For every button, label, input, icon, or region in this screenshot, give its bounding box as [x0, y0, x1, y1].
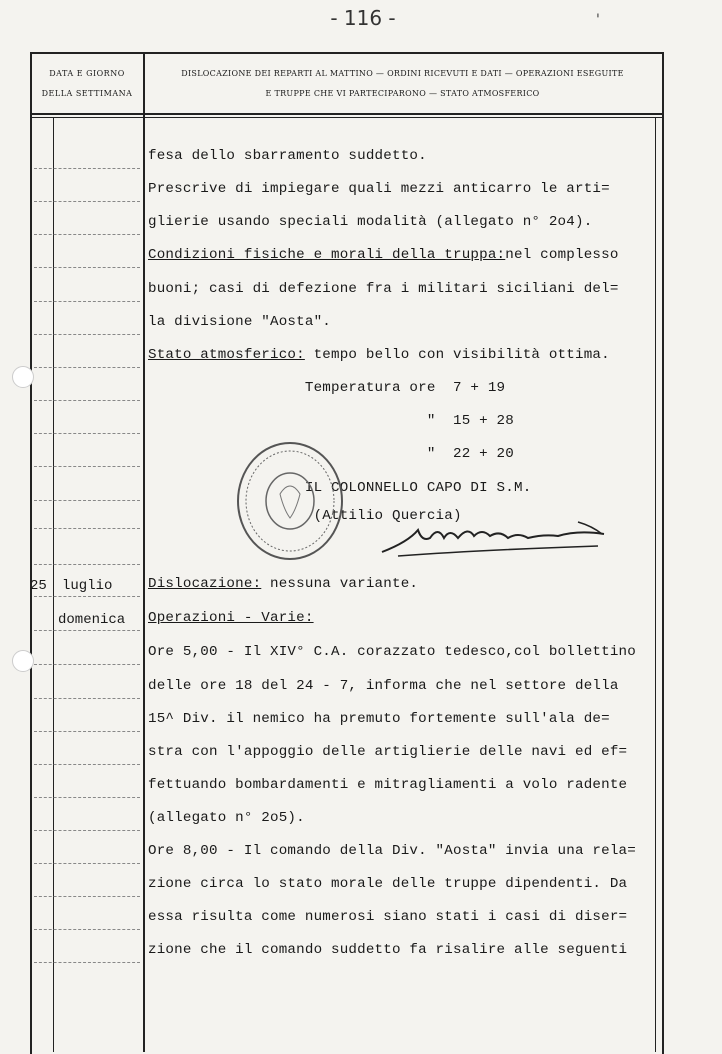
entry-line	[148, 281, 619, 297]
entry-line	[148, 876, 627, 892]
line-text: zione che il comando suddetto fa risalire alle seguenti	[148, 942, 628, 958]
line-text: 15^ Div. il nemico ha premuto fortemente sull'ala de=	[148, 711, 610, 727]
entry-line	[148, 744, 627, 760]
entry-line	[148, 777, 627, 793]
line-text: delle ore 18 del 24 - 7, informa che nel settore della	[148, 678, 619, 694]
guide-line	[34, 234, 140, 235]
guide-line	[34, 201, 140, 202]
guide-line	[34, 596, 140, 597]
guide-line	[34, 433, 140, 434]
binder-hole-bottom	[12, 650, 34, 672]
binder-hole-top	[12, 366, 34, 388]
guide-line	[34, 564, 140, 565]
right-margin-line	[655, 118, 656, 1052]
line-text: glierie usando speciali modalità (allegato n° 2o4).	[148, 214, 593, 230]
entry-line	[148, 148, 427, 164]
date-header-line2: DELLA SETTIMANA	[41, 89, 133, 98]
date-day: 25	[30, 578, 47, 594]
content-column-header	[150, 64, 655, 104]
section-heading: Stato atmosferico:	[148, 347, 305, 363]
content-header-line2: E TRUPPE CHE VI PARTECIPARONO — STATO ATMOSFERICO	[265, 89, 540, 98]
line-text: fesa dello sbarramento suddetto.	[148, 148, 427, 164]
entry-line	[148, 644, 636, 660]
date-column-header	[32, 64, 142, 104]
entry-line	[148, 576, 418, 592]
guide-line	[34, 896, 140, 897]
line-text: (allegato n° 2o5).	[148, 810, 305, 826]
entry-line	[148, 843, 636, 859]
guide-line	[34, 168, 140, 169]
guide-line	[34, 929, 140, 930]
guide-line	[34, 630, 140, 631]
line-text: essa risulta come numerosi siano stati i casi di diser=	[148, 909, 628, 925]
entry-line	[148, 380, 505, 396]
corner-mark: '	[596, 12, 600, 28]
entry-line	[148, 942, 627, 958]
entry-line	[148, 347, 610, 363]
line-text: nel complesso	[505, 247, 619, 263]
guide-line	[34, 830, 140, 831]
entry-line	[148, 181, 610, 197]
line-text: Temperatura ore 7 + 19	[148, 380, 506, 396]
guide-line	[34, 334, 140, 335]
line-text: " 15 + 28	[148, 413, 514, 429]
line-text: stra con l'appoggio delle artiglierie delle navi ed ef=	[148, 744, 628, 760]
content-header-line1: DISLOCAZIONE DEI REPARTI AL MATTINO — ORDINI RICEVUTI E DATI — OPERAZIONI ESEGUITE	[181, 69, 624, 78]
guide-line	[34, 731, 140, 732]
guide-line	[34, 267, 140, 268]
entry-line	[148, 214, 592, 230]
entry-line	[148, 413, 514, 429]
official-seal-stamp	[234, 438, 346, 564]
guide-line	[34, 500, 140, 501]
line-text: IL COLONNELLO CAPO DI S.M.	[148, 480, 532, 496]
section-heading: Operazioni - Varie:	[148, 610, 314, 626]
date-header-line1: DATA E GIORNO	[49, 69, 125, 78]
line-text: Ore 8,00 - Il comando della Div. "Aosta" invia una rela=	[148, 843, 636, 859]
line-text: Prescrive di impiegare quali mezzi anticarro le arti=	[148, 181, 610, 197]
entry-line	[148, 711, 610, 727]
guide-line	[34, 466, 140, 467]
date-month: luglio	[62, 578, 113, 594]
guide-line	[34, 764, 140, 765]
header-rule	[30, 113, 662, 115]
guide-line	[34, 863, 140, 864]
entry-line	[148, 678, 619, 694]
line-text: tempo bello con visibilità ottima.	[304, 347, 610, 363]
column-divider	[143, 52, 145, 1052]
entry-line	[148, 314, 331, 330]
guide-line	[34, 301, 140, 302]
entry-line	[148, 810, 305, 826]
guide-line	[34, 400, 140, 401]
entry-line	[148, 247, 619, 263]
header-rule-thin	[30, 117, 662, 118]
guide-line	[34, 797, 140, 798]
date-weekday: domenica	[58, 612, 126, 628]
guide-line	[34, 698, 140, 699]
guide-line	[34, 962, 140, 963]
guide-line	[34, 528, 140, 529]
guide-line	[34, 367, 140, 368]
entry-line	[148, 909, 627, 925]
line-text: (Attilio Quercia)	[148, 508, 462, 524]
section-heading: Dislocazione:	[148, 576, 262, 592]
line-text: nessuna variante.	[261, 576, 419, 592]
line-text: la divisione "Aosta".	[148, 314, 331, 330]
page-number: - 116 -	[330, 6, 396, 30]
section-heading: Condizioni fisiche e morali della truppa:	[148, 247, 506, 263]
line-text: zione circa lo stato morale delle truppe dipendenti. Da	[148, 876, 628, 892]
line-text: buoni; casi di defezione fra i militari siciliani del=	[148, 281, 619, 297]
guide-line	[34, 664, 140, 665]
line-text: fettuando bombardamenti e mitragliamenti a volo radente	[148, 777, 628, 793]
line-text: Ore 5,00 - Il XIV° C.A. corazzato tedesco,col bollettino	[148, 644, 636, 660]
date-subcolumn-divider	[53, 118, 54, 1052]
handwritten-signature	[378, 512, 610, 560]
line-text: " 22 + 20	[148, 446, 514, 462]
entry-line	[148, 610, 314, 626]
